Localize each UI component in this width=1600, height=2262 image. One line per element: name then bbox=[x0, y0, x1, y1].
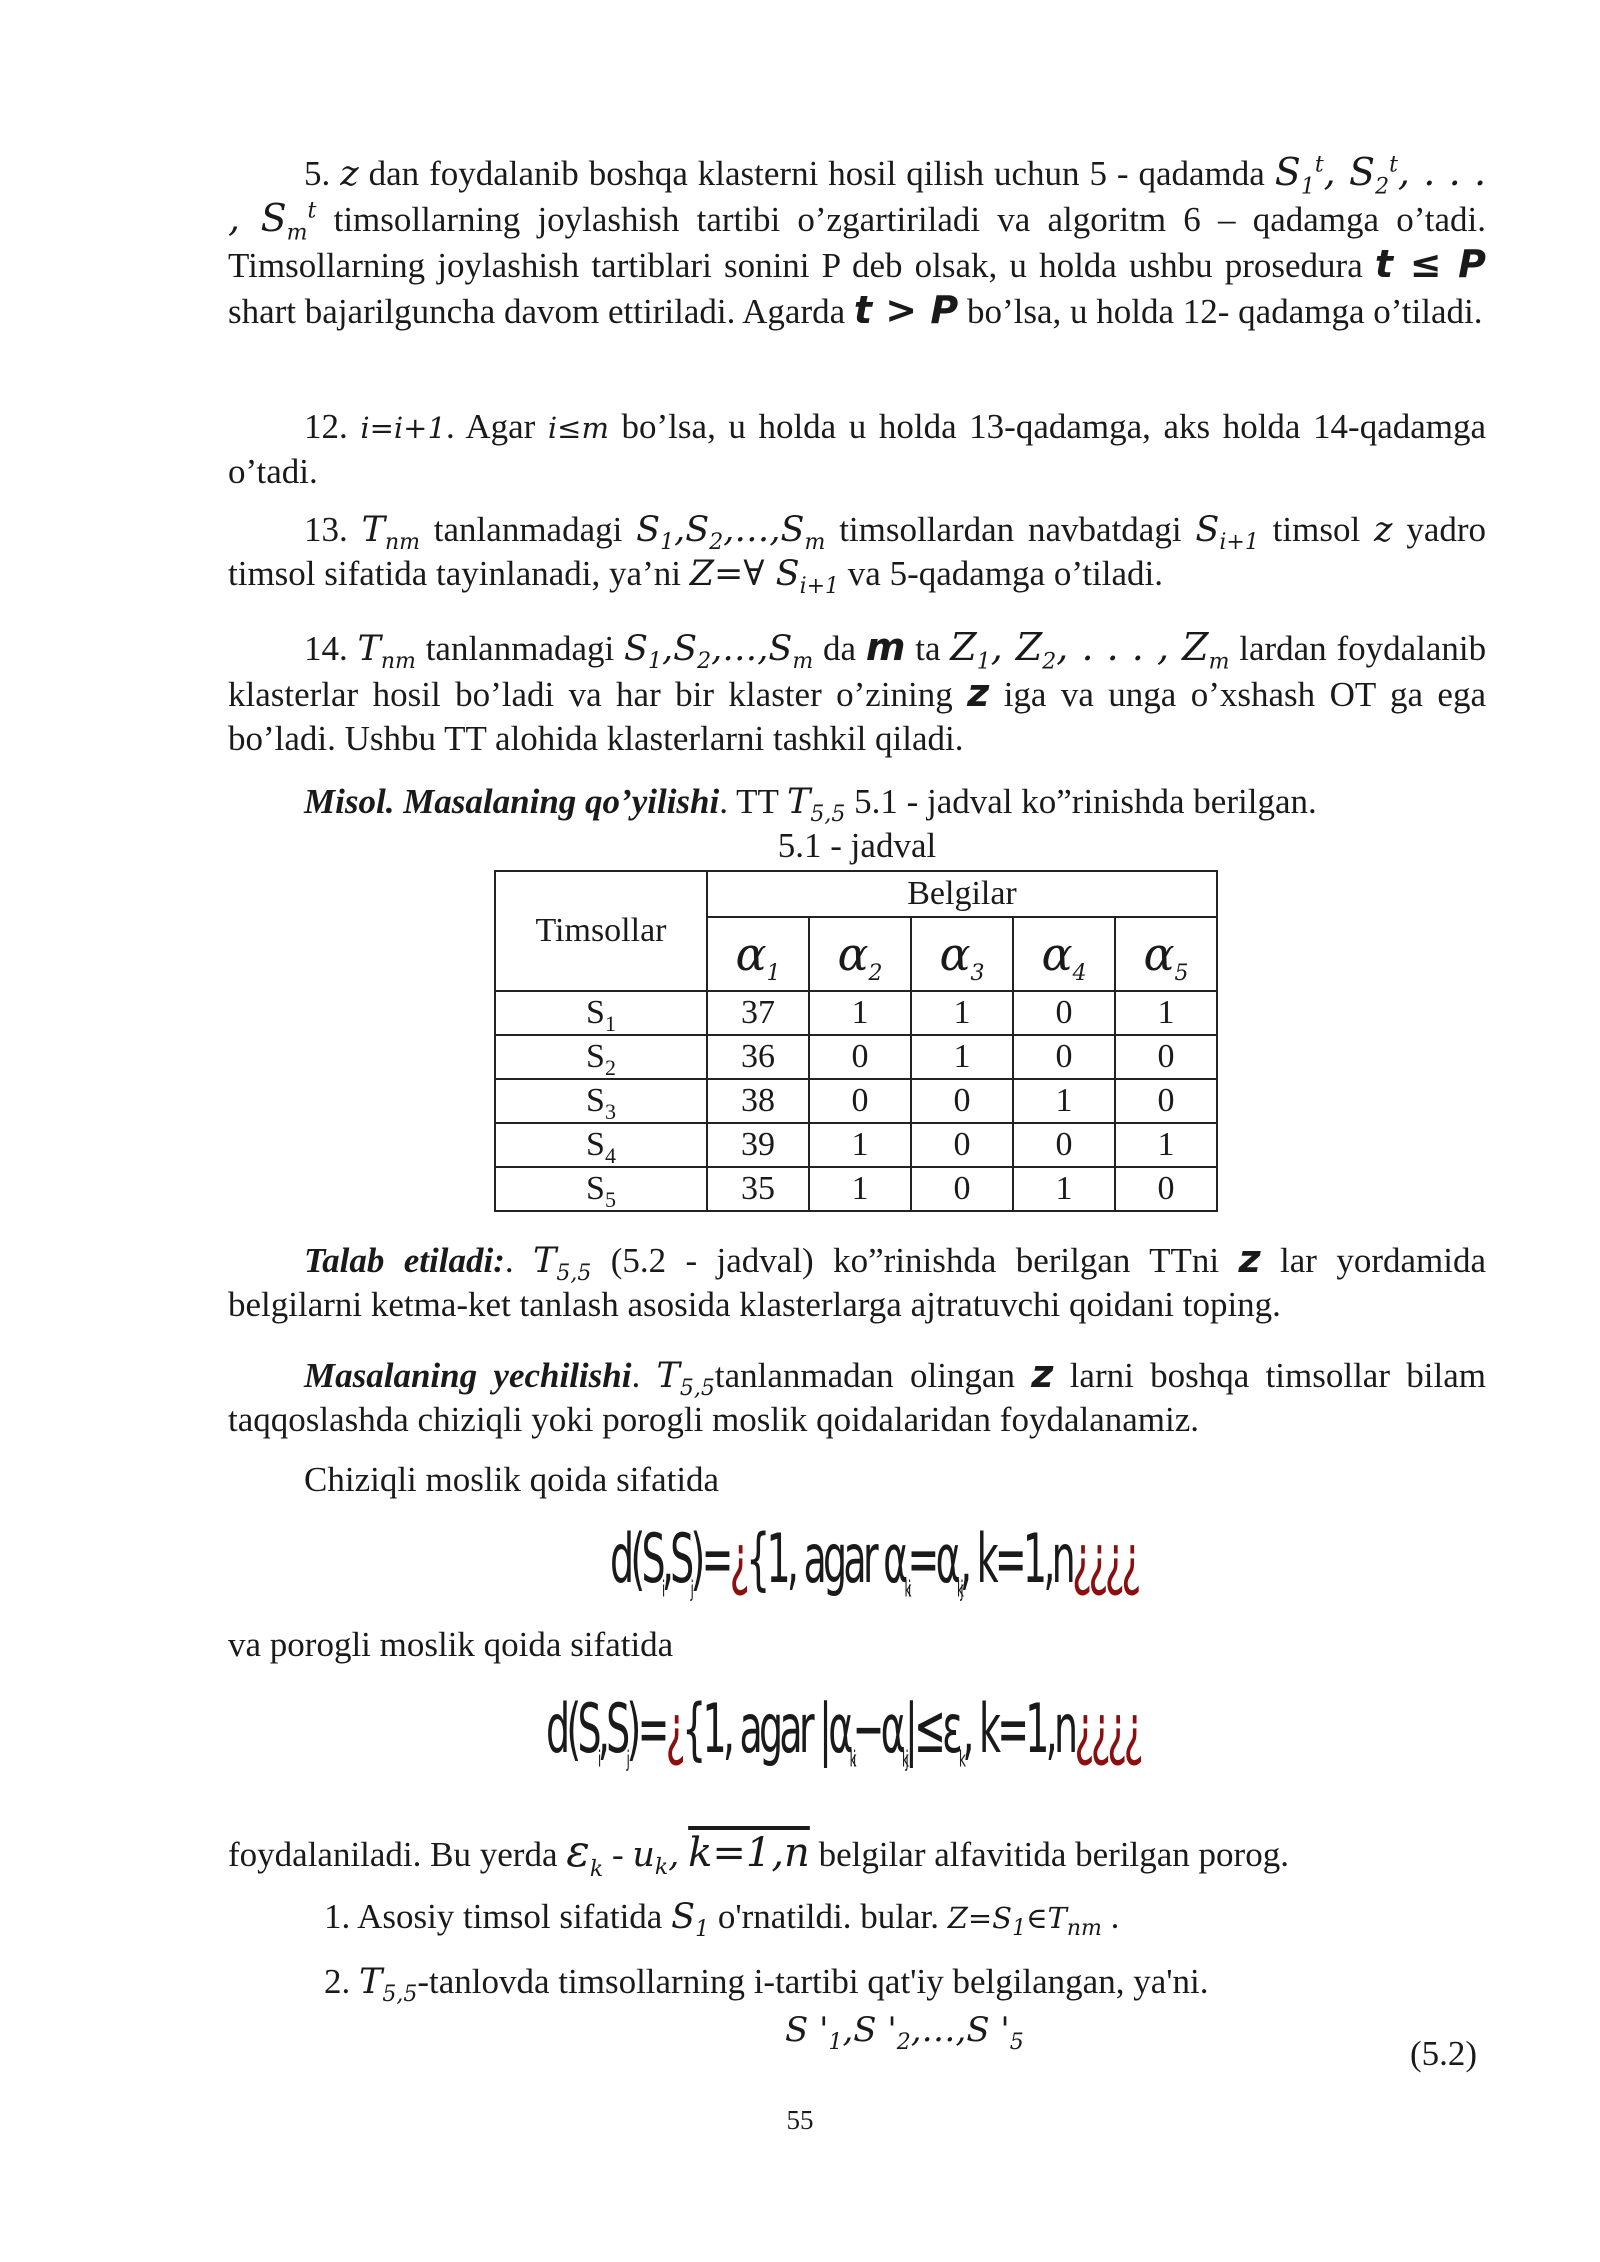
item-text: . bbox=[1110, 1897, 1120, 1936]
table-cell: 0 bbox=[911, 1079, 1013, 1123]
solution-text: larni boshqa timsollar bilam taqqoslashda chiziqli yoki porogli moslik qoidalaridan foydalanamiz. bbox=[228, 1356, 1487, 1439]
explanation-text: foydalaniladi. Bu yerda bbox=[228, 1835, 558, 1874]
step-text: yadro timsol sifatida tayinlanadi, ya’ni bbox=[228, 510, 1487, 593]
table-cell: 38 bbox=[707, 1079, 809, 1123]
col-header-alpha-4: $\alpha_4$ bbox=[1013, 917, 1115, 991]
math-T55: $T_{5,5}$ bbox=[359, 1962, 418, 2007]
math-z-membership: $Z=S_1\in T_{nm}$ bbox=[947, 1901, 1102, 1941]
row-label: S bbox=[586, 1038, 605, 1075]
dash: - bbox=[611, 1835, 624, 1874]
col-header-alpha-5: $\alpha_5$ bbox=[1115, 917, 1217, 991]
table-cell: 1 bbox=[1013, 1079, 1115, 1123]
row-label-subscript: 1 bbox=[604, 1010, 616, 1036]
table-cell: 1 bbox=[1115, 1123, 1217, 1167]
math-eps-k: $\varepsilon_k$ bbox=[566, 1826, 604, 1882]
table-caption: 5.1 - jadval bbox=[777, 826, 937, 865]
row-label: S bbox=[586, 1082, 605, 1119]
step-number: 14. bbox=[304, 629, 348, 668]
example-statement bbox=[228, 780, 1486, 827]
step-text: timsollardan navbatdagi bbox=[839, 510, 1182, 549]
requirement-statement bbox=[228, 1237, 1486, 1327]
math-m: m bbox=[865, 625, 906, 669]
table-cell: 1 bbox=[809, 1123, 911, 1167]
math-z: z bbox=[1031, 1352, 1054, 1396]
solution-statement bbox=[228, 1352, 1486, 1442]
step-text: . Agar bbox=[445, 407, 536, 446]
list-item-1 bbox=[324, 1895, 1424, 1940]
row-header: Timsollar bbox=[495, 871, 707, 991]
threshold-explanation bbox=[228, 1826, 1486, 1882]
equation-number: (5.2) bbox=[1410, 2034, 1478, 2073]
row-label-subscript: 5 bbox=[604, 1186, 616, 1212]
table-cell: 1 bbox=[809, 1167, 911, 1211]
math-z: z bbox=[967, 671, 990, 715]
table-cell: 0 bbox=[809, 1079, 911, 1123]
row-label-cell bbox=[495, 1079, 707, 1123]
math-condition: i≤m bbox=[547, 411, 609, 445]
table-cell: 0 bbox=[1013, 1123, 1115, 1167]
step-text: va 5-qadamga o’tiladi. bbox=[847, 554, 1164, 593]
table-cell: 1 bbox=[911, 991, 1013, 1035]
math-expr: i=i+1 bbox=[360, 411, 446, 445]
solution-text: . bbox=[631, 1356, 641, 1395]
step-text: bo’lsa, u holda 12- qadamga o’tiladi. bbox=[966, 292, 1483, 331]
step-text: tanlanmadagi bbox=[425, 629, 615, 668]
table-cell: 0 bbox=[1013, 991, 1115, 1035]
math-T-nm: $T_{nm}$ bbox=[357, 629, 416, 674]
math-Z-list: $Z_1$, $Z_2$, . . . , $Z_m$ bbox=[950, 625, 1230, 675]
explanation-text: belgilar alfavitida berilgan porog. bbox=[818, 1835, 1289, 1874]
table-cell: 0 bbox=[1115, 1167, 1217, 1211]
math-T-nm: $T_{nm}$ bbox=[361, 510, 420, 555]
math-S-list: $S_1,S_2,\dots,S_m$ bbox=[636, 510, 826, 555]
math-sequence: $S_1^t$, $S_2^t$, . . . , $S_m^t$ bbox=[228, 150, 1487, 246]
table-cell: 1 bbox=[809, 991, 911, 1035]
formula-threshold: d(S,S)=¿{1, agar $|\alpha_{ki}-\alpha_{kj}|\le\varepsilon_k$, k=1,n¿¿¿¿ bbox=[546, 1690, 1140, 1773]
math-T55: $T_{5,5}$ bbox=[786, 782, 846, 827]
row-label: S bbox=[586, 1126, 605, 1163]
table-cell: 37 bbox=[707, 991, 809, 1035]
step-number: 12. bbox=[304, 407, 348, 446]
math-z: z bbox=[1238, 1237, 1261, 1281]
row-label: S bbox=[586, 1170, 605, 1207]
solution-title: Masalaning yechilishi bbox=[304, 1356, 632, 1395]
requirement-text: . bbox=[504, 1241, 514, 1280]
solution-text: tanlanmadan olingan bbox=[714, 1356, 1015, 1395]
threshold-rule-label: va porogli moslik qoida sifatida bbox=[228, 1625, 674, 1664]
math-T55: $T_{5,5}$ bbox=[532, 1241, 592, 1286]
table-cell: 0 bbox=[1115, 1035, 1217, 1079]
math-u-k: $u_k$, bbox=[632, 1835, 680, 1880]
col-header-alpha-3: $\alpha_3$ bbox=[911, 917, 1013, 991]
item-text: o'rnatildi. bular. bbox=[717, 1897, 939, 1936]
row-label: S bbox=[586, 994, 605, 1031]
math-S1: $S_1$ bbox=[671, 1897, 710, 1942]
row-label-subscript: 3 bbox=[604, 1098, 616, 1124]
row-label-subscript: 2 bbox=[604, 1054, 616, 1080]
example-text: 5.1 - jadval ko”rinishda berilgan. bbox=[854, 782, 1317, 821]
table-cell: 0 bbox=[911, 1167, 1013, 1211]
step-text: timsollarning joylashish tartibi o’zgartiriladi va algoritm 6 – qadamga o’tadi. Timsollarning joylashish tartiblari sonini P deb olsak, u holda ushbu prosedura bbox=[228, 200, 1486, 285]
item-text: -tanlovda timsollarning i-tartibi qat'iy belgilangan, ya'ni. bbox=[417, 1962, 1209, 2001]
row-label-cell bbox=[495, 1123, 707, 1167]
step-text: bo’lsa, u holda u holda 13-qadamga, aks holda 14-qadamga o’tadi. bbox=[228, 407, 1487, 491]
requirement-text: (5.2 - jadval) ko”rinishda berilgan TTni bbox=[610, 1241, 1220, 1280]
math-z-assign: Z=∀ $S_{i+1}$ bbox=[689, 554, 840, 599]
table-cell: 39 bbox=[707, 1123, 809, 1167]
step-text: lardan foydalanib klasterlar hosil bo’ladi va har bir klaster o’zining bbox=[228, 629, 1487, 714]
math-z: z bbox=[340, 154, 359, 194]
paragraph-step-13 bbox=[228, 508, 1487, 599]
table-cell: 0 bbox=[1013, 1035, 1115, 1079]
row-label-cell bbox=[495, 1167, 707, 1211]
table-cell: 0 bbox=[1115, 1079, 1217, 1123]
table-row bbox=[495, 991, 1217, 1035]
row-label-subscript: 4 bbox=[604, 1142, 616, 1168]
step-number: 5. bbox=[304, 154, 331, 193]
list-item-2 bbox=[324, 1960, 1424, 2007]
math-condition: t ≤ P bbox=[1374, 242, 1487, 286]
step-text: tanlanmadagi bbox=[433, 510, 623, 549]
item-number: 2. bbox=[324, 1962, 351, 2001]
table-cell: 1 bbox=[911, 1035, 1013, 1079]
step-number: 13. bbox=[304, 510, 348, 549]
step-text: ta bbox=[915, 629, 941, 668]
table-cell: 1 bbox=[1115, 991, 1217, 1035]
math-z: z bbox=[1374, 510, 1393, 550]
math-k-range: k=1,n bbox=[688, 1830, 810, 1876]
table-row bbox=[495, 1123, 1217, 1167]
requirement-title: Talab etiladi: bbox=[304, 1241, 505, 1280]
table-cell: 1 bbox=[1013, 1167, 1115, 1211]
table-row bbox=[495, 1167, 1217, 1211]
page-number: 55 bbox=[786, 2105, 814, 2135]
step-text: shart bajarilguncha davom ettiriladi. Agarda bbox=[228, 292, 846, 331]
table-row bbox=[495, 1035, 1217, 1079]
math-S-list: $S_1,S_2,\dots,S_m$ bbox=[624, 629, 814, 674]
math-S-next: $S_{i+1}$ bbox=[1195, 510, 1259, 555]
col-header-alpha-2: $\alpha_2$ bbox=[809, 917, 911, 991]
example-title: Misol. Masalaning qo’yilishi bbox=[304, 782, 720, 821]
requirement-text: lar yordamida belgilarni ketma-ket tanlash asosida klasterlarga ajtratuvchi qoidani toping. bbox=[228, 1241, 1486, 1324]
paragraph-step-12 bbox=[228, 405, 1486, 494]
example-text: . TT bbox=[719, 782, 779, 821]
step-text: da bbox=[823, 629, 857, 668]
data-table-5-1 bbox=[494, 870, 1218, 1212]
col-header-alpha-1: $\alpha_1$ bbox=[707, 917, 809, 991]
formula-linear: d(S,S)=¿{1, agar $\alpha_{ki}=\alpha_{kj}$, k=1,n¿¿¿¿ bbox=[610, 1520, 1138, 1603]
table-row bbox=[495, 1079, 1217, 1123]
paragraph-step-5 bbox=[228, 150, 1486, 334]
table-cell: 0 bbox=[911, 1123, 1013, 1167]
linear-rule-label: Chiziqli moslik qoida sifatida bbox=[304, 1460, 720, 1499]
table-body bbox=[495, 991, 1217, 1211]
item-text: 1. Asosiy timsol sifatida bbox=[324, 1897, 663, 1936]
step-text: dan foydalanib boshqa klasterni hosil qilish uchun 5 - qadamda bbox=[368, 154, 1265, 193]
math-T55: $T_{5,5}$ bbox=[656, 1356, 715, 1401]
group-header: Belgilar bbox=[707, 871, 1217, 917]
table-cell: 0 bbox=[809, 1035, 911, 1079]
step-text: timsol bbox=[1272, 510, 1361, 549]
table-cell: 35 bbox=[707, 1167, 809, 1211]
row-label-cell bbox=[495, 1035, 707, 1079]
step-text: iga va unga o’xshash OT ga ega bo’ladi. Ushbu TT alohida klasterlarni tashkil qiladi. bbox=[228, 675, 1487, 758]
math-condition: t > P bbox=[853, 288, 959, 332]
row-label-cell bbox=[495, 991, 707, 1035]
table-cell: 36 bbox=[707, 1035, 809, 1079]
equation-5-2: S '$_1,S$ '$_2,\dots,S$ '$_5$ bbox=[785, 2010, 1024, 2055]
paragraph-step-14 bbox=[228, 625, 1486, 761]
